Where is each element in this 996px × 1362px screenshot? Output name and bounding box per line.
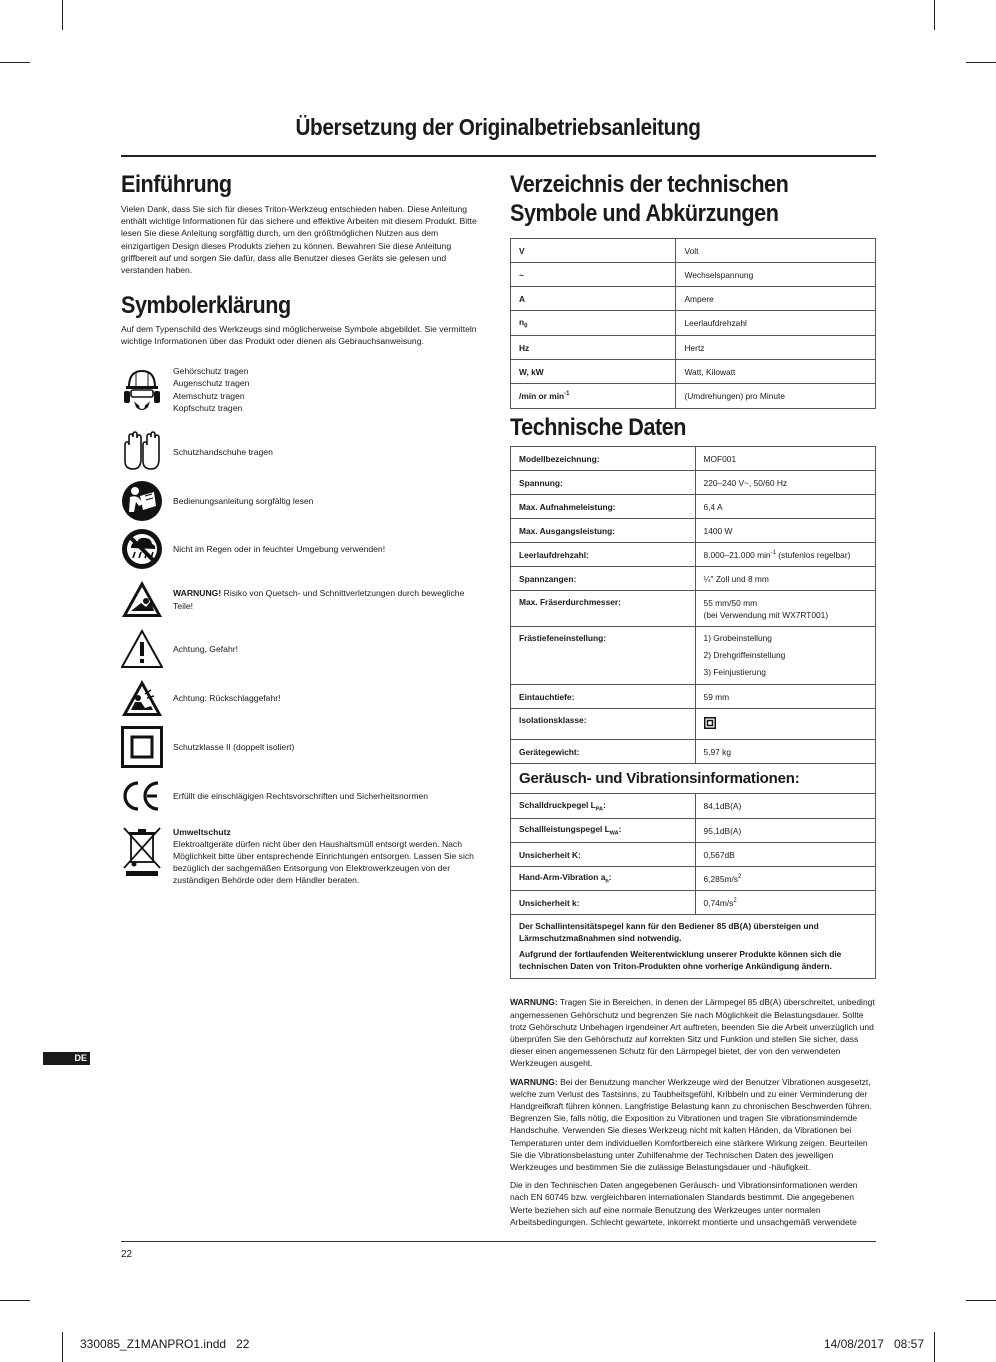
table-value: (Umdrehungen) pro Minute (676, 384, 876, 409)
abbrev-table (510, 238, 876, 409)
crop-mark (934, 1332, 935, 1362)
value-sup: 2 (733, 897, 737, 904)
warning-noise (510, 996, 876, 1069)
specs-table (510, 446, 876, 979)
ce-mark-icon (121, 775, 163, 817)
table-key: Hz (511, 336, 676, 360)
value-line: 1) Grobeinstellung (703, 633, 772, 643)
table-row (511, 819, 876, 843)
abbrev-heading-line1: Verzeichnis der technischen (510, 171, 789, 198)
no-rain-icon (121, 528, 163, 570)
symbol-line: Augenschutz tragen (173, 378, 250, 389)
value-line: 3) Feinjustierung (703, 667, 766, 677)
table-row (511, 447, 876, 471)
table-row (511, 519, 876, 543)
table-key: W, kW (511, 360, 676, 384)
symbols-heading: Symbolerklärung (121, 292, 291, 320)
symbol-row (121, 826, 479, 890)
key-after: : (603, 799, 606, 810)
table-key: A (511, 287, 676, 311)
specs-heading: Technische Daten (510, 414, 687, 441)
crop-mark (0, 1300, 30, 1301)
value-line: 55 mm/50 mm (703, 597, 758, 608)
value-text: 8.000–21.000 min (703, 549, 771, 560)
notes-cell (511, 915, 876, 979)
table-value: Volt (676, 239, 876, 263)
table-row (511, 263, 876, 287)
table-key: Gerätegewicht: (511, 740, 696, 764)
title-rule (121, 155, 876, 157)
crop-mark (966, 1300, 996, 1301)
symbol-text: Erfüllt die einschlägigen Rechtsvorschriften und Sicherheitsnormen (173, 790, 429, 801)
table-key: Leerlaufdrehzahl: (511, 543, 696, 567)
symbol-line: Atemschutz tragen (173, 390, 245, 401)
value-text: 6,285m/s (703, 873, 738, 884)
noise-note: Der Schallintensitätspegel kann für den Bediener 85 dB(A) übersteigen und Lärmschutzmaßnahmen sind notwendig. (519, 921, 819, 943)
table-row (511, 591, 876, 627)
warning-text: Tragen Sie in Bereichen, in denen der Lärmpegel 85 dB(A) überschreitet, unbedingt angemessenen Gehörschutz und begrenzen Sie nach Möglichkeit die Belastungsdauer. Sollte trotz Gehörschutz Unbehagen irgendeiner Art auftreten, beenden Sie die Arbeit unverzüglich und überprüfen Sie den Gehörschutz auf korrekten Sitz und Funktion und stellen Sie sicher, dass dieser einen angemessenen Schutz für den Lärmpegel bietet, der von den verwendeten Werkzeugen ausgeht. (510, 997, 875, 1069)
symbol-text: Schutzklasse II (doppelt isoliert) (173, 741, 295, 752)
symbol-row (121, 674, 479, 722)
table-row (511, 867, 876, 891)
symbol-text: Achtung: Rückschlaggefahr! (173, 692, 281, 703)
table-value: 84,1dB(A) (695, 794, 875, 819)
table-key (511, 311, 676, 336)
class-ii-icon (121, 726, 163, 768)
symbol-line: Gehörschutz tragen (173, 366, 249, 377)
table-key (511, 794, 696, 819)
table-key: Max. Fräserdurchmesser: (511, 591, 696, 627)
page-title: Übersetzung der Originalbetriebsanleitung (295, 114, 701, 140)
abbrev-heading-line2: Symbole und Abkürzungen (510, 200, 779, 227)
environment-label: Umweltschutz (173, 826, 231, 837)
table-value (695, 867, 875, 891)
symbol-row (121, 772, 479, 820)
table-value: 95,1dB(A) (695, 819, 875, 843)
table-key: Spannzangen: (511, 567, 696, 591)
symbol-text (173, 585, 479, 611)
table-row (511, 685, 876, 709)
table-row (511, 794, 876, 819)
table-row (511, 495, 876, 519)
key-after: : (618, 824, 622, 835)
table-row (511, 287, 876, 311)
weee-bin-icon (121, 826, 163, 878)
key-after: : (608, 872, 612, 883)
key-text: Hand-Arm-Vibration a (519, 872, 606, 883)
table-value: 59 mm (695, 685, 875, 709)
table-key: Max. Ausgangsleistung: (511, 519, 696, 543)
environment-text: Elektroaltgeräte dürfen nicht über den Haushaltsmüll entsorgt werden. Nach Möglichkeit bitte über entsprechende Einrichtungen entsorgen. Lassen Sie sich bezüglich der sachgemäßen Entsorgung von Elektrowerkzeugen von der zuständigen Behörde oder dem Händler beraten. (173, 838, 474, 886)
table-key: Eintauchtiefe: (511, 685, 696, 709)
change-note: Aufgrund der fortlaufenden Weiterentwicklung unserer Produkte können sich die technischen Daten von Triton-Produkten ohne vorherige Ankündigung ändern. (519, 949, 842, 971)
symbol-text: Achtung, Gefahr! (173, 643, 238, 654)
table-row (511, 384, 876, 409)
table-value: 220–240 V~, 50/60 Hz (695, 471, 875, 495)
table-value (695, 709, 875, 740)
crop-mark (62, 1332, 63, 1362)
symbol-text (173, 365, 249, 414)
key-text: Schallleistungspegel L (519, 824, 610, 835)
symbol-row (121, 625, 479, 673)
key-sub: PA (595, 806, 604, 813)
value-line: 2) Drehgriffeinstellung (703, 650, 786, 660)
ppe-head-icon (121, 369, 163, 411)
table-key (511, 867, 696, 891)
symbol-text: Nicht im Regen oder in feuchter Umgebung verwenden! (173, 543, 386, 554)
table-row (511, 543, 876, 567)
language-tab: DE (43, 1052, 90, 1065)
table-value: Wechselspannung (676, 263, 876, 287)
table-value: Ampere (676, 287, 876, 311)
warning-label: WARNUNG! (173, 588, 222, 599)
table-key: Frästiefeneinstellung: (511, 627, 696, 685)
table-row (511, 740, 876, 764)
print-slug-date: 14/08/2017 08:57 (823, 1337, 924, 1351)
table-value: 0,567dB (695, 843, 875, 867)
crop-mark (62, 0, 63, 30)
symbol-row (121, 362, 479, 418)
table-row (511, 567, 876, 591)
table-row (511, 311, 876, 336)
table-value: MOF001 (695, 447, 875, 471)
value-sup: -1 (770, 549, 776, 556)
footer-rule (121, 1241, 876, 1242)
table-key: Isolationsklasse: (511, 709, 696, 740)
symbol-row (121, 478, 479, 524)
table-key (511, 819, 696, 843)
symbol-row (121, 723, 479, 771)
table-value: Watt, Kilowatt (676, 360, 876, 384)
table-key: Unsicherheit K: (511, 843, 696, 867)
table-value (695, 891, 875, 915)
table-row (511, 336, 876, 360)
crop-mark (966, 62, 996, 63)
symbol-row (121, 427, 479, 477)
table-value: 1400 W (695, 519, 875, 543)
symbol-row (121, 526, 479, 572)
key-sub: WA (609, 830, 619, 837)
kickback-icon (121, 677, 163, 719)
table-row (511, 239, 876, 263)
table-value (695, 543, 875, 567)
table-row (511, 915, 876, 979)
right-column (510, 170, 876, 1228)
warning-text: Risiko von Quetsch- und Schnittverletzungen durch bewegliche Teile! (173, 588, 465, 611)
caution-icon (121, 628, 163, 670)
table-key: Unsicherheit k: (511, 891, 696, 915)
table-value (695, 627, 875, 685)
key-sub: h (605, 878, 609, 885)
value-line: (bei Verwendung mit WX7RT001) (703, 609, 829, 620)
intro-heading: Einführung (121, 171, 232, 198)
print-slug-file: 330085_Z1MANPRO1.indd 22 (80, 1337, 250, 1351)
value-after: (stufenlos regelbar) (775, 549, 851, 560)
symbol-text: Bedienungsanleitung sorgfältig lesen (173, 495, 314, 506)
table-key: V (511, 239, 676, 263)
warning-text: Bei der Benutzung mancher Werkzeuge wird der Benutzer Vibrationen ausgesetzt, welche zum Verlust des Tastsinns, zu Taubheitsgefühl, Kribbeln und zu einer Verminderung der Handgreifkraft führen können. Langfristige Belastung kann zu chronischen Beschwerden führen. Begrenzen Sie, falls nötig, die Exposition zu Vibrationen und tragen Sie vibrationsmindernde Handschuhe. Verwenden Sie dieses Werkzeug nicht mit kalten Händen, da Vibrationen bei Temperaturen unter dem individuellen Komfortbereich eine stärkere Wirkung zeigen. Beurteilen Sie die Vibrationsbelastung unter Zuhilfenahme der Technischen Daten des jeweiligen Werkzeuges und bestimmen Sie die zulässige Belastungsdauer und -häufigkeit. (510, 1076, 872, 1173)
table-key (511, 384, 676, 409)
table-key: ~ (511, 263, 676, 287)
symbol-list (121, 362, 479, 890)
standards-paragraph: Die in den Technischen Daten angegebenen Geräusch- und Vibrationsinformationen werden nach EN 60745 bzw. vergleichbaren internationalen Standards bestimmt. Die angegebenen Werte beziehen sich auf eine normale Benutzung des Werkzeuges unter normalen Arbeitsbedingungen. Schlecht gewartete, inkorrekt montierte und unsachgemäß verwendete (510, 1180, 858, 1227)
read-manual-icon (121, 480, 163, 522)
intro-text: Vielen Dank, dass Sie sich für dieses Triton-Werkzeug entschieden haben. Diese Anleitung enthält wichtige Informationen für das sichere und effektive Arbeiten mit diesem Produkt. Bitte lesen Sie diese Anleitung sorgfältig durch, um den größtmöglichen Nutzen aus dem einzigartigen Design dieses Produkts ziehen zu können. Bewahren Sie diese Anleitung griffbereit auf und sorgen Sie dafür, dass alle Benutzer dieses Geräts sie gelesen und verstanden haben. (121, 204, 477, 276)
key-text: n (519, 316, 525, 327)
table-row (511, 709, 876, 740)
key-sub: 0 (524, 323, 528, 330)
table-row (511, 764, 876, 794)
table-row (511, 843, 876, 867)
value-text: 0,74m/s (703, 897, 734, 908)
noise-heading: Geräusch- und Vibrationsinformationen: (511, 764, 876, 794)
crop-mark (0, 62, 30, 63)
table-key: Modellbezeichnung: (511, 447, 696, 471)
table-row (511, 360, 876, 384)
key-sup: -1 (564, 391, 570, 398)
symbol-line: Kopfschutz tragen (173, 402, 243, 413)
table-value: ¼" Zoll und 8 mm (695, 567, 875, 591)
left-column (121, 170, 479, 890)
warning-label: WARNUNG: (510, 1076, 558, 1087)
symbol-text: Schutzhandschuhe tragen (173, 446, 273, 457)
key-text: Schalldruckpegel L (519, 799, 596, 810)
symbol-row (121, 574, 479, 624)
gloves-icon (121, 431, 163, 473)
value-sup: 2 (737, 873, 742, 880)
table-value: Leerlaufdrehzahl (676, 311, 876, 336)
symbol-text (173, 826, 479, 887)
table-row (511, 891, 876, 915)
table-key: Max. Aufnahmeleistung: (511, 495, 696, 519)
warning-label: WARNUNG: (510, 997, 558, 1008)
page-number: 22 (121, 1249, 133, 1260)
crush-warning-icon (121, 578, 163, 620)
symbols-intro-text: Auf dem Typenschild des Werkzeugs sind möglicherweise Symbole abgebildet. Sie vermitteln wichtige Informationen über das Produkt oder dienen als Gebrauchsanweisung. (121, 324, 477, 347)
key-text: /min or min (519, 391, 565, 401)
table-row (511, 471, 876, 495)
table-value: 5,97 kg (695, 740, 875, 764)
warning-vibration (510, 1076, 876, 1174)
table-value: Hertz (676, 336, 876, 360)
table-row (511, 627, 876, 685)
class-ii-icon (704, 721, 716, 731)
crop-mark (934, 0, 935, 30)
table-value (695, 591, 875, 627)
table-value: 6,4 A (695, 495, 875, 519)
table-key: Spannung: (511, 471, 696, 495)
